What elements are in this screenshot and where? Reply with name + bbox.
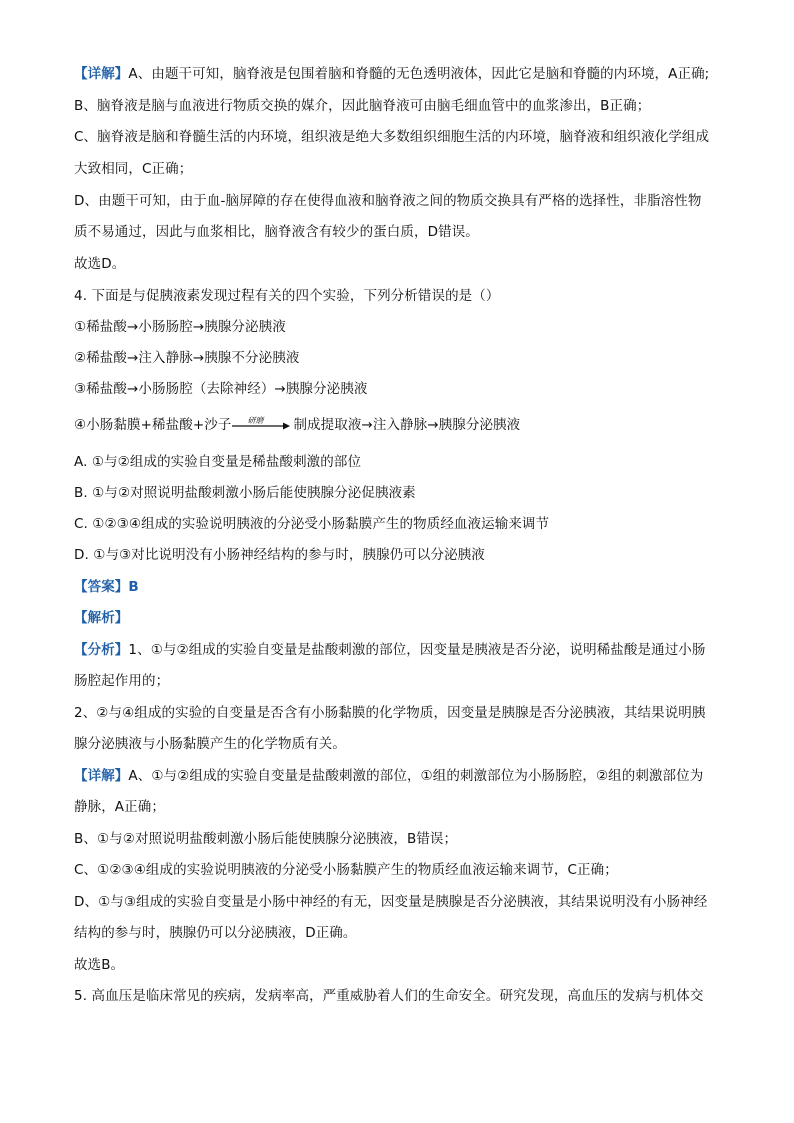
detail-line-b: B、脑脊液是脑与血液进行物质交换的媒介，因此脑脊液可由脑毛细血管中的血浆渗出，B正确； (74, 98, 651, 114)
detail2-line-a (74, 766, 703, 786)
detail2-line-d: D、①与③组成的实验自变量是小肠中神经的有无，因变量是胰腺是否分泌胰液，其结果说明没有小肠神经 (74, 894, 708, 910)
detail2-line-b: B、①与②对照说明盐酸刺激小肠后能使胰腺分泌胰液，B错误； (74, 831, 458, 847)
analysis-line-1-cont: 肠腔起作用的； (74, 673, 170, 689)
detail2-line-d-cont: 结构的参与时，胰腺仍可以分泌胰液，D正确。 (74, 925, 357, 941)
grind-arrow (231, 415, 293, 435)
experiment-4-right: 制成提取液→注入静脉→胰腺分泌胰液 (293, 417, 521, 433)
experiment-4 (74, 415, 520, 435)
detail-line-a (74, 64, 709, 84)
detail-tag: 【详解】 (74, 66, 129, 82)
analysis-line-2: 2、②与④组成的实验的自变量是否含有小肠黏膜的化学物质，因变量是胰腺是否分泌胰液，其结果说明胰 (74, 705, 706, 721)
detail-line-c-cont: 大致相同，C正确； (74, 161, 193, 177)
detail2-line-c: C、①②③④组成的实验说明胰液的分泌受小肠黏膜产生的物质经血液运输来调节，C正确； (74, 862, 618, 878)
detail-a-text: A、由题干可知，脑脊液是包围着脑和脊髓的无色透明液体，因此它是脑和脊髓的内环境，A正确; (128, 66, 710, 82)
detail2-tag: 【详解】 (74, 768, 129, 784)
question-5-stem: 5. 高血压是临床常见的疾病，发病率高，严重威胁着人们的生命安全。研究发现，高血压的发病与机体交 (74, 988, 704, 1004)
analysis-line-1 (74, 640, 706, 660)
answer-tag: 【答案】B (74, 579, 139, 595)
experiment-3: ③稀盐酸→小肠肠腔（去除神经）→胰腺分泌胰液 (74, 381, 368, 397)
experiment-1: ①稀盐酸→小肠肠腔→胰腺分泌胰液 (74, 319, 286, 335)
analysis-line-2-cont: 腺分泌胰液与小肠黏膜产生的化学物质有关。 (74, 736, 346, 752)
detail-line-d: D、由题干可知，由于血-脑屏障的存在使得血液和脑脊液之间的物质交换具有严格的选择性，非脂溶性物 (74, 193, 702, 209)
detail-line-c: C、脑脊液是脑和脊髓生活的内环境，组织液是绝大多数组织细胞生活的内环境，脑脊液和组织液化学组成 (74, 129, 710, 145)
option-d: D. ①与③对比说明没有小肠神经结构的参与时，胰腺仍可以分泌胰液 (74, 547, 485, 563)
option-b: B. ①与②对照说明盐酸刺激小肠后能使胰腺分泌促胰液素 (74, 485, 416, 501)
question-4-stem: 4. 下面是与促胰液素发现过程有关的四个实验，下列分析错误的是（） (74, 288, 500, 304)
answer-choice-b: 故选B。 (74, 957, 125, 973)
detail2-line-a-cont: 静脉，A正确； (74, 799, 165, 815)
long-arrow-icon (231, 421, 291, 431)
analysis-1-text: 1、①与②组成的实验自变量是盐酸刺激的部位，因变量是胰液是否分泌，说明稀盐酸是通过小肠 (128, 642, 706, 658)
grind-label: 研磨 (247, 416, 264, 425)
detail2-a-text: A、①与②组成的实验自变量是盐酸刺激的部位，①组的刺激部位为小肠肠腔，②组的刺激部位为 (128, 768, 704, 784)
experiment-2: ②稀盐酸→注入静脉→胰腺不分泌胰液 (74, 350, 300, 366)
option-a: A. ①与②组成的实验自变量是稀盐酸刺激的部位 (74, 454, 362, 470)
analysis-heading: 【解析】 (74, 610, 129, 626)
answer-choice-d: 故选D。 (74, 256, 126, 272)
analysis-tag: 【分析】 (74, 642, 129, 658)
detail-line-d-cont: 质不易通过，因此与血浆相比，脑脊液含有较少的蛋白质，D错误。 (74, 224, 479, 240)
experiment-4-left: ④小肠黏膜+稀盐酸+沙子 (74, 417, 232, 433)
option-c: C. ①②③④组成的实验说明胰液的分泌受小肠黏膜产生的物质经血液运输来调节 (74, 516, 550, 532)
